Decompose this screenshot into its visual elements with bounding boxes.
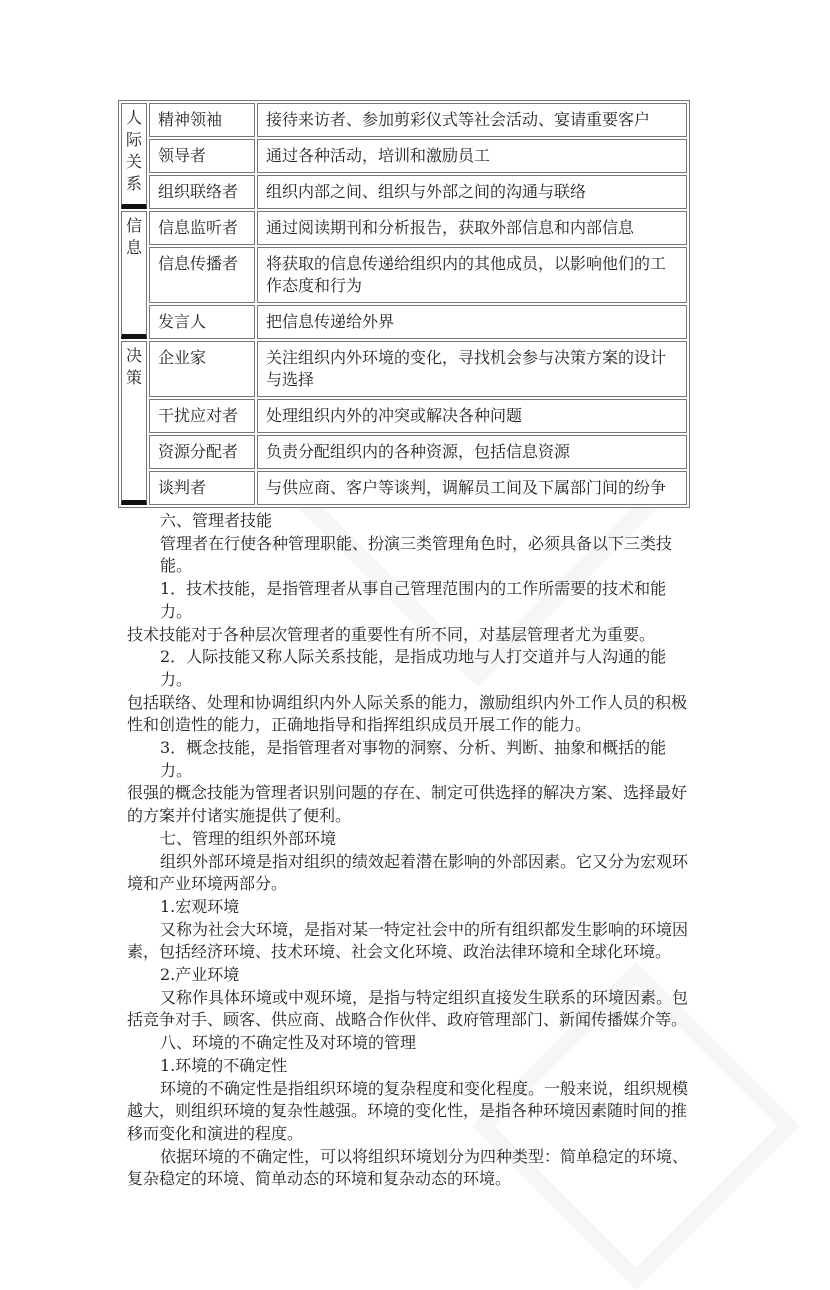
text-line: 移而变化和演进的程度。 [127, 1123, 304, 1143]
role-description-cell: 处理组织内外的冲突或解决各种问题 [257, 399, 687, 433]
role-name-cell: 组织联络者 [149, 175, 255, 209]
table-row [121, 471, 687, 505]
role-description-cell: 负责分配组织内的各种资源，包括信息资源 [257, 435, 687, 469]
paragraph [127, 1032, 693, 1055]
table-row [121, 341, 687, 397]
text-line: 组织外部环境是指对组织的绩效起着潜在影响的外部因素。它又分为宏观环 [160, 851, 689, 871]
manager-roles-table [118, 100, 690, 508]
text-line: 1.宏观环境 [160, 896, 240, 916]
paragraph [127, 919, 693, 964]
role-name-cell: 谈判者 [149, 471, 255, 505]
role-description-cell: 组织内部之间、组织与外部之间的沟通与联络 [257, 175, 687, 209]
role-name-cell: 资源分配者 [149, 435, 255, 469]
text-line: 2．人际技能又称人际关系技能，是指成功地与人打交道并与人沟通的能力。 [160, 647, 667, 689]
document-body [127, 510, 693, 1191]
paragraph [127, 646, 693, 737]
paragraph [127, 1078, 693, 1146]
table-row [121, 211, 687, 245]
paragraph [127, 964, 693, 987]
text-line: 1．技术技能，是指管理者从事自己管理范围内的工作所需要的技术和能力。 [160, 579, 667, 621]
role-name-cell: 干扰应对者 [149, 399, 255, 433]
table-row [121, 305, 687, 339]
role-name-cell: 发言人 [149, 305, 255, 339]
role-name-cell: 信息监听者 [149, 211, 255, 245]
paragraph [127, 896, 693, 919]
text-line: 七、管理的组织外部环境 [160, 828, 337, 848]
text-line: 的方案并付诸实施提供了便利。 [127, 806, 352, 826]
paragraph [127, 737, 693, 828]
role-description-cell: 通过各种活动，培训和激励员工 [257, 139, 687, 173]
page-content [118, 100, 693, 1191]
text-line: 六、管理者技能 [160, 511, 273, 530]
paragraph [127, 578, 693, 646]
role-description-cell: 接待来访者、参加剪彩仪式等社会活动、宴请重要客户 [257, 103, 687, 137]
text-line: 很强的概念技能为管理者识别问题的存在、制定可供选择的解决方案、选择最好 [127, 783, 688, 803]
text-line: 3．概念技能，是指管理者对事物的洞察、分析、判断、抽象和概括的能力。 [160, 738, 667, 780]
text-line: 素，包括经济环境、技术环境、社会文化环境、政治法律环境和全球化环境。 [127, 942, 672, 962]
role-description-cell: 关注组织内外环境的变化，寻找机会参与决策方案的设计与选择 [257, 341, 687, 397]
paragraph [127, 510, 693, 533]
role-category-cell: 人际关系 [121, 103, 147, 209]
text-line: 又称为社会大环境，是指对某一特定社会中的所有组织都发生影响的环境因 [160, 919, 689, 939]
table-row [121, 175, 687, 209]
role-description-cell: 把信息传递给外界 [257, 305, 687, 339]
text-line: 2.产业环境 [160, 965, 240, 985]
role-name-cell: 企业家 [149, 341, 255, 397]
role-description-cell: 与供应商、客户等谈判，调解员工间及下属部门间的纷争 [257, 471, 687, 505]
text-line: 性和创造性的能力，正确地指导和指挥组织成员开展工作的能力。 [127, 715, 592, 735]
paragraph [127, 987, 693, 1032]
role-description-cell: 通过阅读期刊和分析报告，获取外部信息和内部信息 [257, 211, 687, 245]
table-row [121, 435, 687, 469]
role-category-cell: 决策 [121, 341, 147, 505]
table-row [121, 139, 687, 173]
role-name-cell: 精神领袖 [149, 103, 255, 137]
text-line: 复杂稳定的环境、简单动态的环境和复杂动态的环境。 [127, 1169, 512, 1189]
paragraph [127, 1146, 693, 1191]
text-line: 括竞争对手、顾客、供应商、战略合作伙伴、政府管理部门、新闻传播媒介等。 [127, 1010, 688, 1030]
table-row [121, 399, 687, 433]
paragraph [127, 533, 693, 578]
text-line: 越大，则组织环境的复杂性越强。环境的变化性，是指各种环境因素随时间的推 [127, 1101, 688, 1121]
paragraph [127, 828, 693, 851]
text-line: 技术技能对于各种层次管理者的重要性有所不同，对基层管理者尤为重要。 [127, 624, 656, 644]
text-line: 环境的不确定性是指组织环境的复杂程度和变化程度。一般来说，组织规模 [160, 1078, 689, 1098]
role-category-cell: 信息 [121, 211, 147, 339]
table-row [121, 103, 687, 137]
role-description-cell: 将获取的信息传递给组织内的其他成员，以影响他们的工作态度和行为 [257, 247, 687, 303]
role-name-cell: 信息传播者 [149, 247, 255, 303]
text-line: 境和产业环境两部分。 [127, 874, 288, 894]
text-line: 八、环境的不确定性及对环境的管理 [160, 1033, 417, 1053]
paragraph [127, 851, 693, 896]
role-name-cell: 领导者 [149, 139, 255, 173]
text-line: 1.环境的不确定性 [160, 1055, 288, 1075]
paragraph [127, 1055, 693, 1078]
text-line: 依据环境的不确定性，可以将组织环境划分为四种类型：简单稳定的环境、 [160, 1146, 689, 1166]
text-line: 管理者在行使各种管理职能、扮演三类管理角色时，必须具备以下三类技能。 [160, 533, 673, 576]
text-line: 又称作具体环境或中观环境，是指与特定组织直接发生联系的环境因素。包 [160, 987, 689, 1007]
text-line: 包括联络、处理和协调组织内外人际关系的能力，激励组织内外工作人员的积极 [127, 692, 688, 712]
table-row [121, 247, 687, 303]
